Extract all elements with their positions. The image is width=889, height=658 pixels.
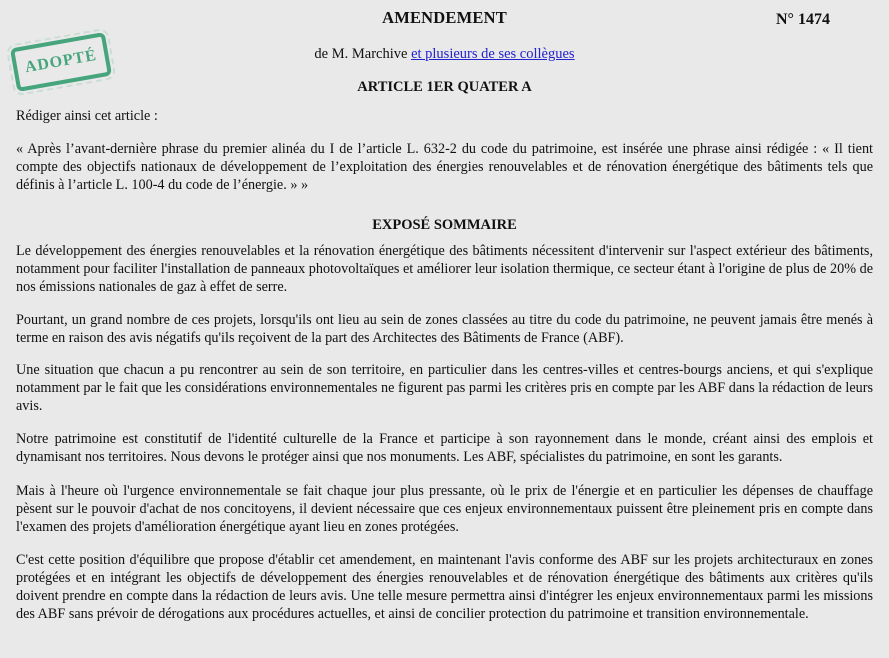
expose-paragraph-6: [16, 551, 873, 623]
co-authors-link[interactable]: et plusieurs de ses collègues: [411, 46, 575, 62]
expose-text: Une situation que chacun a pu rencontrer au sein de son territoire, en particulier dans les centres-villes et centres-bourgs anciens, et qui s'explique notamment par le fait que les considérations environnementales ne figurent pas parmi les critères pris en compte par les ABF dans la rédaction de leurs avis.: [16, 362, 873, 414]
expose-text: C'est cette position d'équilibre que propose d'établir cet amendement, en maintenant l'avis conforme des ABF sur les projets architecturaux en zones protégées et en intégrant les objectifs de développement des énergies renouvelables et de rénovation énergétique des bâtiments aux critères qu'ils doivent prendre en compte dans la rédaction de leurs avis. Une telle mesure permettra ainsi d'intégrer les enjeux environnementaux parmi les missions des ABF sans prévoir de dérogations aux procédures actuelles, et ainsi de concilier protection du patrimoine et transition environnementale.: [16, 552, 873, 622]
article-text-block: [16, 140, 873, 194]
article-text: « Après l’avant-dernière phrase du premier alinéa du I de l’article L. 632-2 du code du patrimoine, est insérée une phrase ainsi rédigée : « Il tient compte des objectifs nationaux de développement de l’exploitation des énergies renouvelables et de rénovation énergétique des bâtiments tels que définis à l’article L. 100-4 du code de l’énergie. » »: [16, 141, 873, 193]
article-intro-block: [16, 107, 873, 125]
amendment-title: AMENDEMENT: [382, 8, 507, 27]
expose-text: Pourtant, un grand nombre de ces projets, lorsqu'ils ont lieu au sein de zones classées au titre du code du patrimoine, ne peuvent jamais être menés à terme en raison des avis négatifs qu'ils reçoivent de la part des Architectes des Bâtiments de France (ABF).: [16, 312, 873, 346]
expose-text: Notre patrimoine est constitutif de l'identité culturelle de la France et participe à son rayonnement dans le monde, créant ainsi des emplois et dynamisant nos territoires. Nous devons le protéger ainsi que nos monuments. Les ABF, spécialistes du patrimoine, en sont les garants.: [16, 431, 873, 465]
expose-paragraph-2: [16, 311, 873, 347]
amendment-number: N° 1474: [776, 11, 830, 28]
expose-paragraph-5: [16, 482, 873, 536]
article-title: ARTICLE 1ER QUATER A: [357, 79, 532, 95]
author-name: de M. Marchive: [314, 46, 408, 62]
expose-text: Le développement des énergies renouvelables et la rénovation énergétique des bâtiments nécessitent d'intervenir sur l'aspect extérieur des bâtiments, notamment pour faciliter l'installation de panneaux photovoltaïques et améliorer leur isolation thermique, ce secteur étant à l'origine de plus de 20% de nos émissions nationales de gaz à effet de serre.: [16, 243, 873, 295]
adopted-stamp-label: ADOPTÉ: [23, 46, 99, 77]
expose-paragraph-3: [16, 361, 873, 415]
expose-paragraph-4: [16, 430, 873, 466]
author-line: [0, 45, 889, 63]
article-intro: Rédiger ainsi cet article :: [16, 108, 158, 124]
expose-title: EXPOSÉ SOMMAIRE: [372, 217, 517, 233]
expose-text: Mais à l'heure où l'urgence environnementale se fait chaque jour plus pressante, où le prix de l'énergie et en particulier les dépenses de chauffage pèsent sur le pouvoir d'achat de nos concitoyens, il devient nécessaire que ces enjeux environnementaux puissent être pleinement pris en compte dans l'examen des projets d'amélioration énergétique ayant lieu en zones protégées.: [16, 483, 873, 535]
expose-paragraph-1: [16, 242, 873, 296]
